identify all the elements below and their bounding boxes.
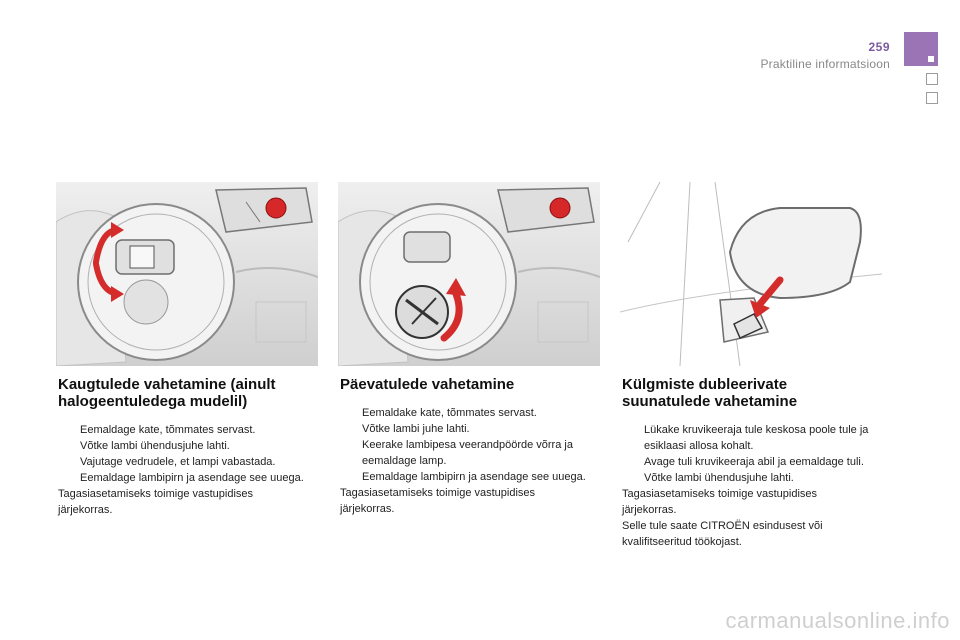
side-mirror-drawing [620,182,882,366]
section-title: Praktiline informatsioon [760,57,890,71]
watermark-site: carmanualsonline.info [725,608,950,633]
chapter-tab-active[interactable] [904,32,938,66]
chapter-tab[interactable] [926,73,938,85]
list-item: Eemaldage lambipirn ja asendage see uuega. [80,472,304,484]
note-text: Tagasiasetamiseks toimige vastupidises järjekorras. [58,488,254,516]
list-item: Lükake kruvikeeraja tule keskosa poole tule ja esiklaasi allosa kohalt. [644,424,869,452]
steps-list [58,422,310,486]
section-title-daytime-lamp: Päevatulede vahetamine [340,376,515,393]
illustration-daytime-lamp [338,182,600,366]
note-text: Tagasiasetamiseks toimige vastupidises järjekorras. [622,488,818,516]
daytime-lamp-drawing [338,182,600,366]
section-daytime-lamp [340,376,592,517]
note-text: Tagasiasetamiseks toimige vastupidises järjekorras. [340,487,536,515]
list-item: Eemaldake kate, tõmmates servast. [362,407,537,419]
steps-list [340,405,592,485]
chapter-tab[interactable] [926,92,938,104]
section-title-side-repeater: Külgmiste dubleerivate suunatulede vahetamine [622,376,798,410]
illustration-side-repeater [620,182,882,366]
headlamp-rear-drawing [56,182,318,366]
steps-list [622,422,874,486]
list-item: Eemaldage kate, tõmmates servast. [80,424,256,436]
list-item: Võtke lambi juhe lahti. [362,423,470,435]
list-item: Eemaldage lambipirn ja asendage see uuega. [362,471,586,483]
section-side-repeater [622,376,874,550]
illustration-high-beam [56,182,318,366]
page-number: 259 [868,40,890,54]
note-text: Selle tule saate CITROËN esindusest või kvalifitseeritud töökojast. [622,520,823,548]
list-item: Võtke lambi ühendusjuhe lahti. [80,440,230,452]
tab-marker [928,56,934,62]
section-title-high-beam: Kaugtulede vahetamine (ainult halogeentuledega mudelil) [58,376,276,410]
list-item: Keerake lambipesa veerandpöörde võrra ja eemaldage lamp. [362,439,573,467]
list-item: Võtke lambi ühendusjuhe lahti. [644,472,794,484]
list-item: Avage tuli kruvikeeraja abil ja eemaldage tuli. [644,456,864,468]
list-item: Vajutage vedrudele, et lampi vabastada. [80,456,276,468]
section-high-beam [58,376,310,518]
